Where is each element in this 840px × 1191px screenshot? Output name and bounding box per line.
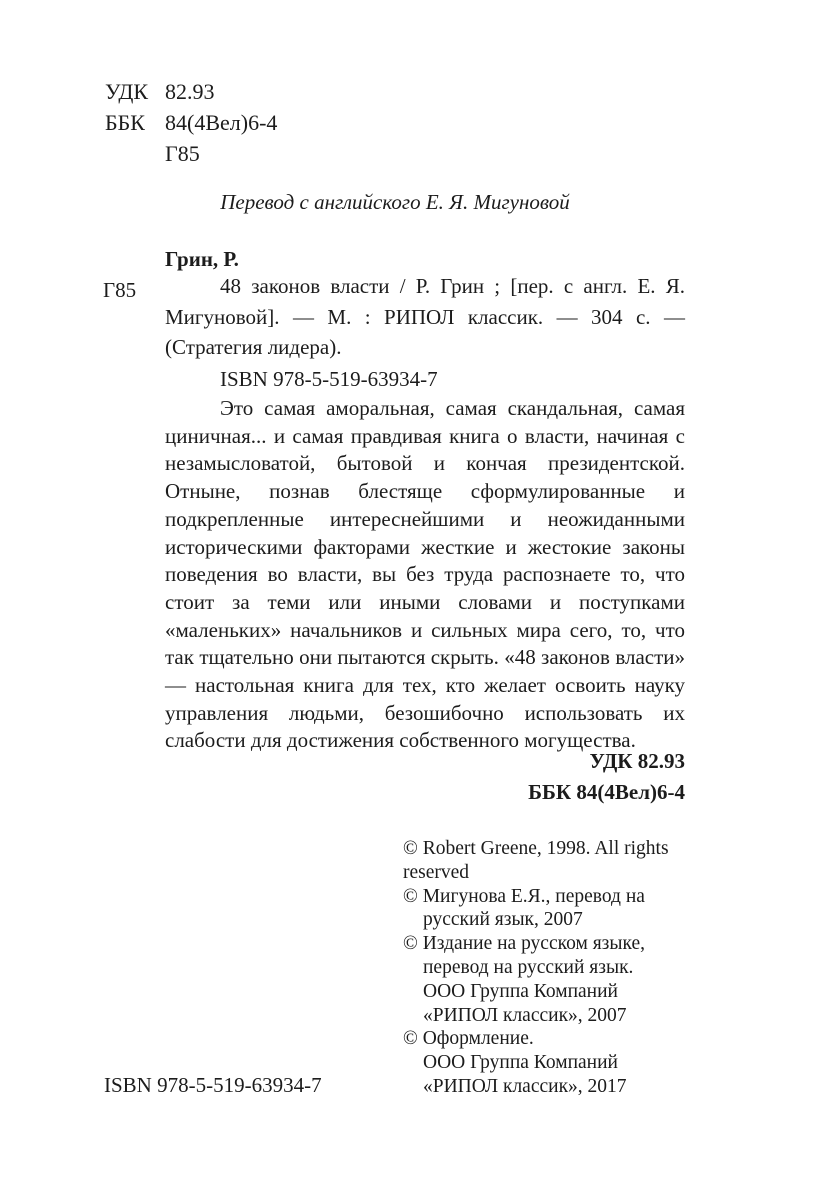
copyright-line: © Издание на русском языке, <box>403 933 645 955</box>
bbk-label: ББК <box>105 110 145 135</box>
copyright-line: перевод на русский язык. <box>423 956 634 978</box>
catalog-isbn: ISBN 978-5-519-63934-7 <box>220 367 438 391</box>
udk-row <box>105 76 277 107</box>
copyright-line: © Robert Greene, 1998. All rights <box>403 838 669 859</box>
bbk-right: ББК 84(4Вел)6-4 <box>528 780 685 804</box>
copyright-line: русский язык, 2007 <box>423 909 583 931</box>
copyright-line: © Мигунова Е.Я., перевод на <box>403 885 645 907</box>
copyright-line: «РИПОЛ классик», 2017 <box>423 1075 627 1097</box>
copyright-block <box>403 837 695 1099</box>
copyright-line: © Оформление. <box>403 1028 534 1050</box>
catalog-description: 48 законов власти / Р. Грин ; [пер. с англ. Е. Я. Мигуновой]. — М. : РИПОЛ классик. — 304 с. — (Стратегия лидера). <box>165 274 685 359</box>
catalog-margin-sign: Г85 <box>103 278 137 302</box>
translator-credit: Перевод с английского Е. Я. Мигуновой <box>220 190 570 214</box>
copyright-line: «РИПОЛ классик», 2007 <box>423 1004 627 1026</box>
catalog-author-heading: Грин, Р. <box>165 247 239 271</box>
author-sign-value: Г85 <box>165 141 200 166</box>
udk-value: 82.93 <box>165 79 215 104</box>
classification-right-block <box>365 746 685 808</box>
copyright-line: reserved <box>403 861 470 883</box>
author-sign-row <box>105 138 277 169</box>
annotation-text: Это самая аморальная, самая скандальная, самая циничная... и самая правдивая книга о власти, начиная с незамысловатой, бытовой и кончая президентской. Отныне, познав блестяще сформулированные и подкрепленные интереснейшими и неожиданными историческими факторами жесткие и жестокие законы поведения во власти, вы без труда распознаете то, что стоит за теми или иными словами и поступками «маленьких» начальников и сильных мира сего, то, что так тщательно они пытаются скрыть. «48 законов власти» — настольная книга для тех, кто желает освоить науку управления людьми, безошибочно использовать их слабости для достижения собственного могущества. <box>165 396 685 753</box>
bbk-row <box>105 107 277 138</box>
bbk-value: 84(4Вел)6-4 <box>165 110 278 135</box>
udk-label: УДК <box>105 79 149 104</box>
copyright-line: ООО Группа Компаний <box>423 980 618 1002</box>
copyright-line: ООО Группа Компаний <box>423 1052 618 1074</box>
classification-block <box>105 76 277 169</box>
udk-right: УДК 82.93 <box>589 749 685 773</box>
isbn-bottom: ISBN 978-5-519-63934-7 <box>104 1073 322 1097</box>
